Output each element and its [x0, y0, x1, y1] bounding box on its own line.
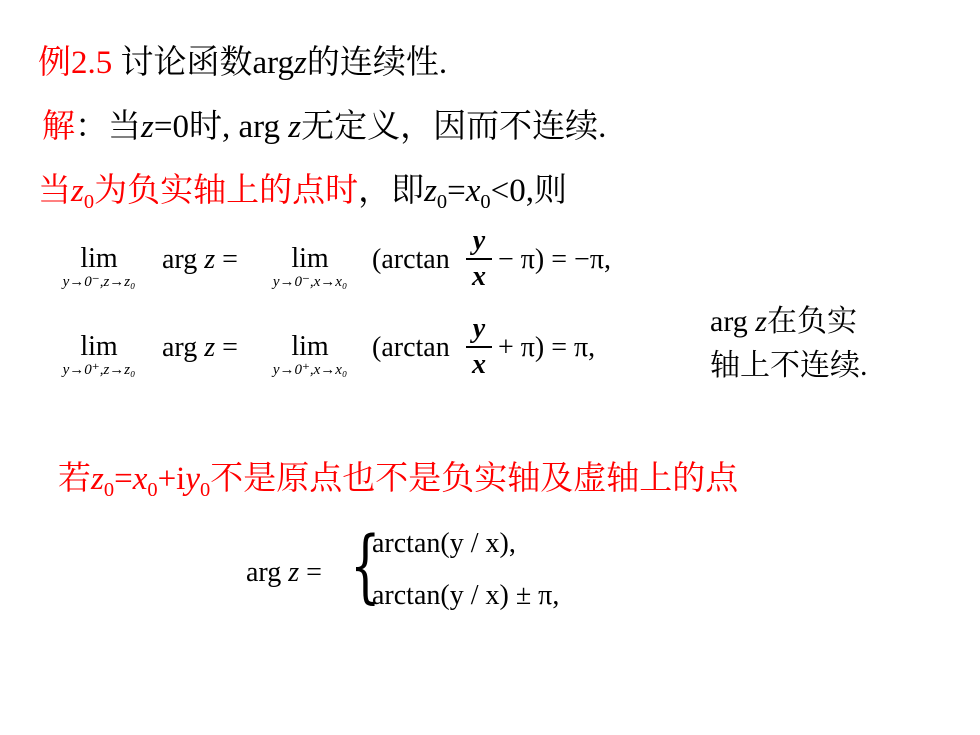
arg-z-expression: [162, 244, 238, 276]
solution-text-1: 当: [108, 109, 141, 145]
subscript: 0: [480, 191, 491, 214]
var-z: z: [204, 244, 216, 275]
left-brace: {: [350, 519, 381, 612]
case-red-1: 当: [38, 173, 71, 209]
var-z: z: [141, 109, 154, 145]
arctan-open: (arctan: [372, 244, 450, 275]
general-case-line: [58, 452, 739, 502]
limit-operator-2: [255, 332, 365, 378]
subscript: 0: [103, 479, 115, 502]
subscript: 0: [436, 191, 448, 214]
lim-word: lim: [80, 243, 118, 274]
lim-word: lim: [291, 331, 329, 362]
limit-operator-2: [255, 244, 365, 290]
general-text-1: 若: [58, 461, 91, 497]
equals: =: [222, 332, 238, 363]
piecewise-case-2: arctan(y / x) ± π,: [372, 580, 560, 611]
subscript: 0: [147, 479, 158, 502]
solution-label: 解: [42, 109, 75, 145]
var-z: z: [294, 45, 307, 81]
plus-i: +i: [157, 461, 186, 497]
piecewise-case-1: arctan(y / x),: [372, 528, 516, 559]
arg-word: arg: [162, 244, 198, 275]
numerator: y: [472, 313, 486, 344]
var-z: z: [288, 109, 302, 145]
arg-word: arg: [246, 557, 282, 588]
lim-subscript: y→0⁻,z→z₀: [62, 274, 136, 290]
arg-word: arg: [710, 305, 756, 338]
case-red-2: 为负实轴上的点时: [94, 173, 359, 209]
fraction-bar: [466, 258, 492, 260]
side-note-line-1: [710, 300, 868, 344]
limit-operator-1: [44, 244, 154, 290]
case-text-1: ，即: [358, 173, 425, 209]
side-note-line-2: 轴上不连续.: [710, 349, 868, 382]
denominator: x: [472, 349, 486, 380]
var-z: z: [91, 461, 104, 497]
side-note-text: 在负实: [766, 305, 857, 338]
solution-line: [42, 100, 606, 147]
equals: =: [447, 173, 466, 209]
var-x: x: [465, 173, 481, 209]
arg-z-expression: [162, 332, 238, 364]
case-text-red: [38, 173, 359, 214]
fraction-bar: [466, 346, 492, 348]
fraction-y-over-x: [466, 226, 492, 292]
side-note: [710, 300, 868, 388]
formula-tail: + π) = π,: [498, 332, 596, 363]
example-text-end: 的连续性.: [306, 45, 448, 81]
general-text-2: 不是原点也不是负实轴及虚轴上的点: [210, 461, 739, 497]
limit-operator-1: [44, 332, 154, 378]
example-text: 讨论函数arg: [112, 45, 295, 81]
subscript: 0: [200, 479, 211, 502]
arctan-open: (arctan: [372, 332, 450, 363]
case-negative-axis-line: [38, 164, 567, 214]
lim-subscript: y→0⁺,z→z₀: [62, 362, 136, 378]
var-z: z: [755, 305, 767, 338]
equals: =: [222, 244, 238, 275]
subscript: 0: [83, 191, 95, 214]
var-z: z: [424, 173, 437, 209]
fraction-y-over-x: [466, 314, 492, 380]
solution-text-2: =0时, arg: [153, 109, 289, 145]
case-text-2: <0,则: [490, 173, 567, 209]
var-y: y: [185, 461, 200, 497]
denominator: x: [472, 261, 486, 292]
equals: =: [114, 461, 133, 497]
lim-subscript: y→0⁺,x→x₀: [272, 362, 348, 378]
formula-tail: − π) = −π,: [498, 244, 611, 275]
equals: =: [306, 557, 322, 588]
arg-word: arg: [162, 332, 198, 363]
var-z: z: [71, 173, 84, 209]
lim-word: lim: [80, 331, 118, 362]
solution-text-3: 无定义，因而不连续.: [301, 109, 607, 145]
numerator: y: [472, 225, 486, 256]
var-x: x: [132, 461, 148, 497]
lim-word: lim: [291, 243, 329, 274]
lim-subscript: y→0⁻,x→x₀: [272, 274, 348, 290]
piecewise-lhs: [246, 557, 322, 589]
example-number: 例2.5: [38, 45, 113, 81]
solution-colon: ：: [75, 109, 108, 145]
example-heading: [38, 36, 447, 83]
var-z: z: [204, 332, 216, 363]
var-z: z: [288, 557, 300, 588]
